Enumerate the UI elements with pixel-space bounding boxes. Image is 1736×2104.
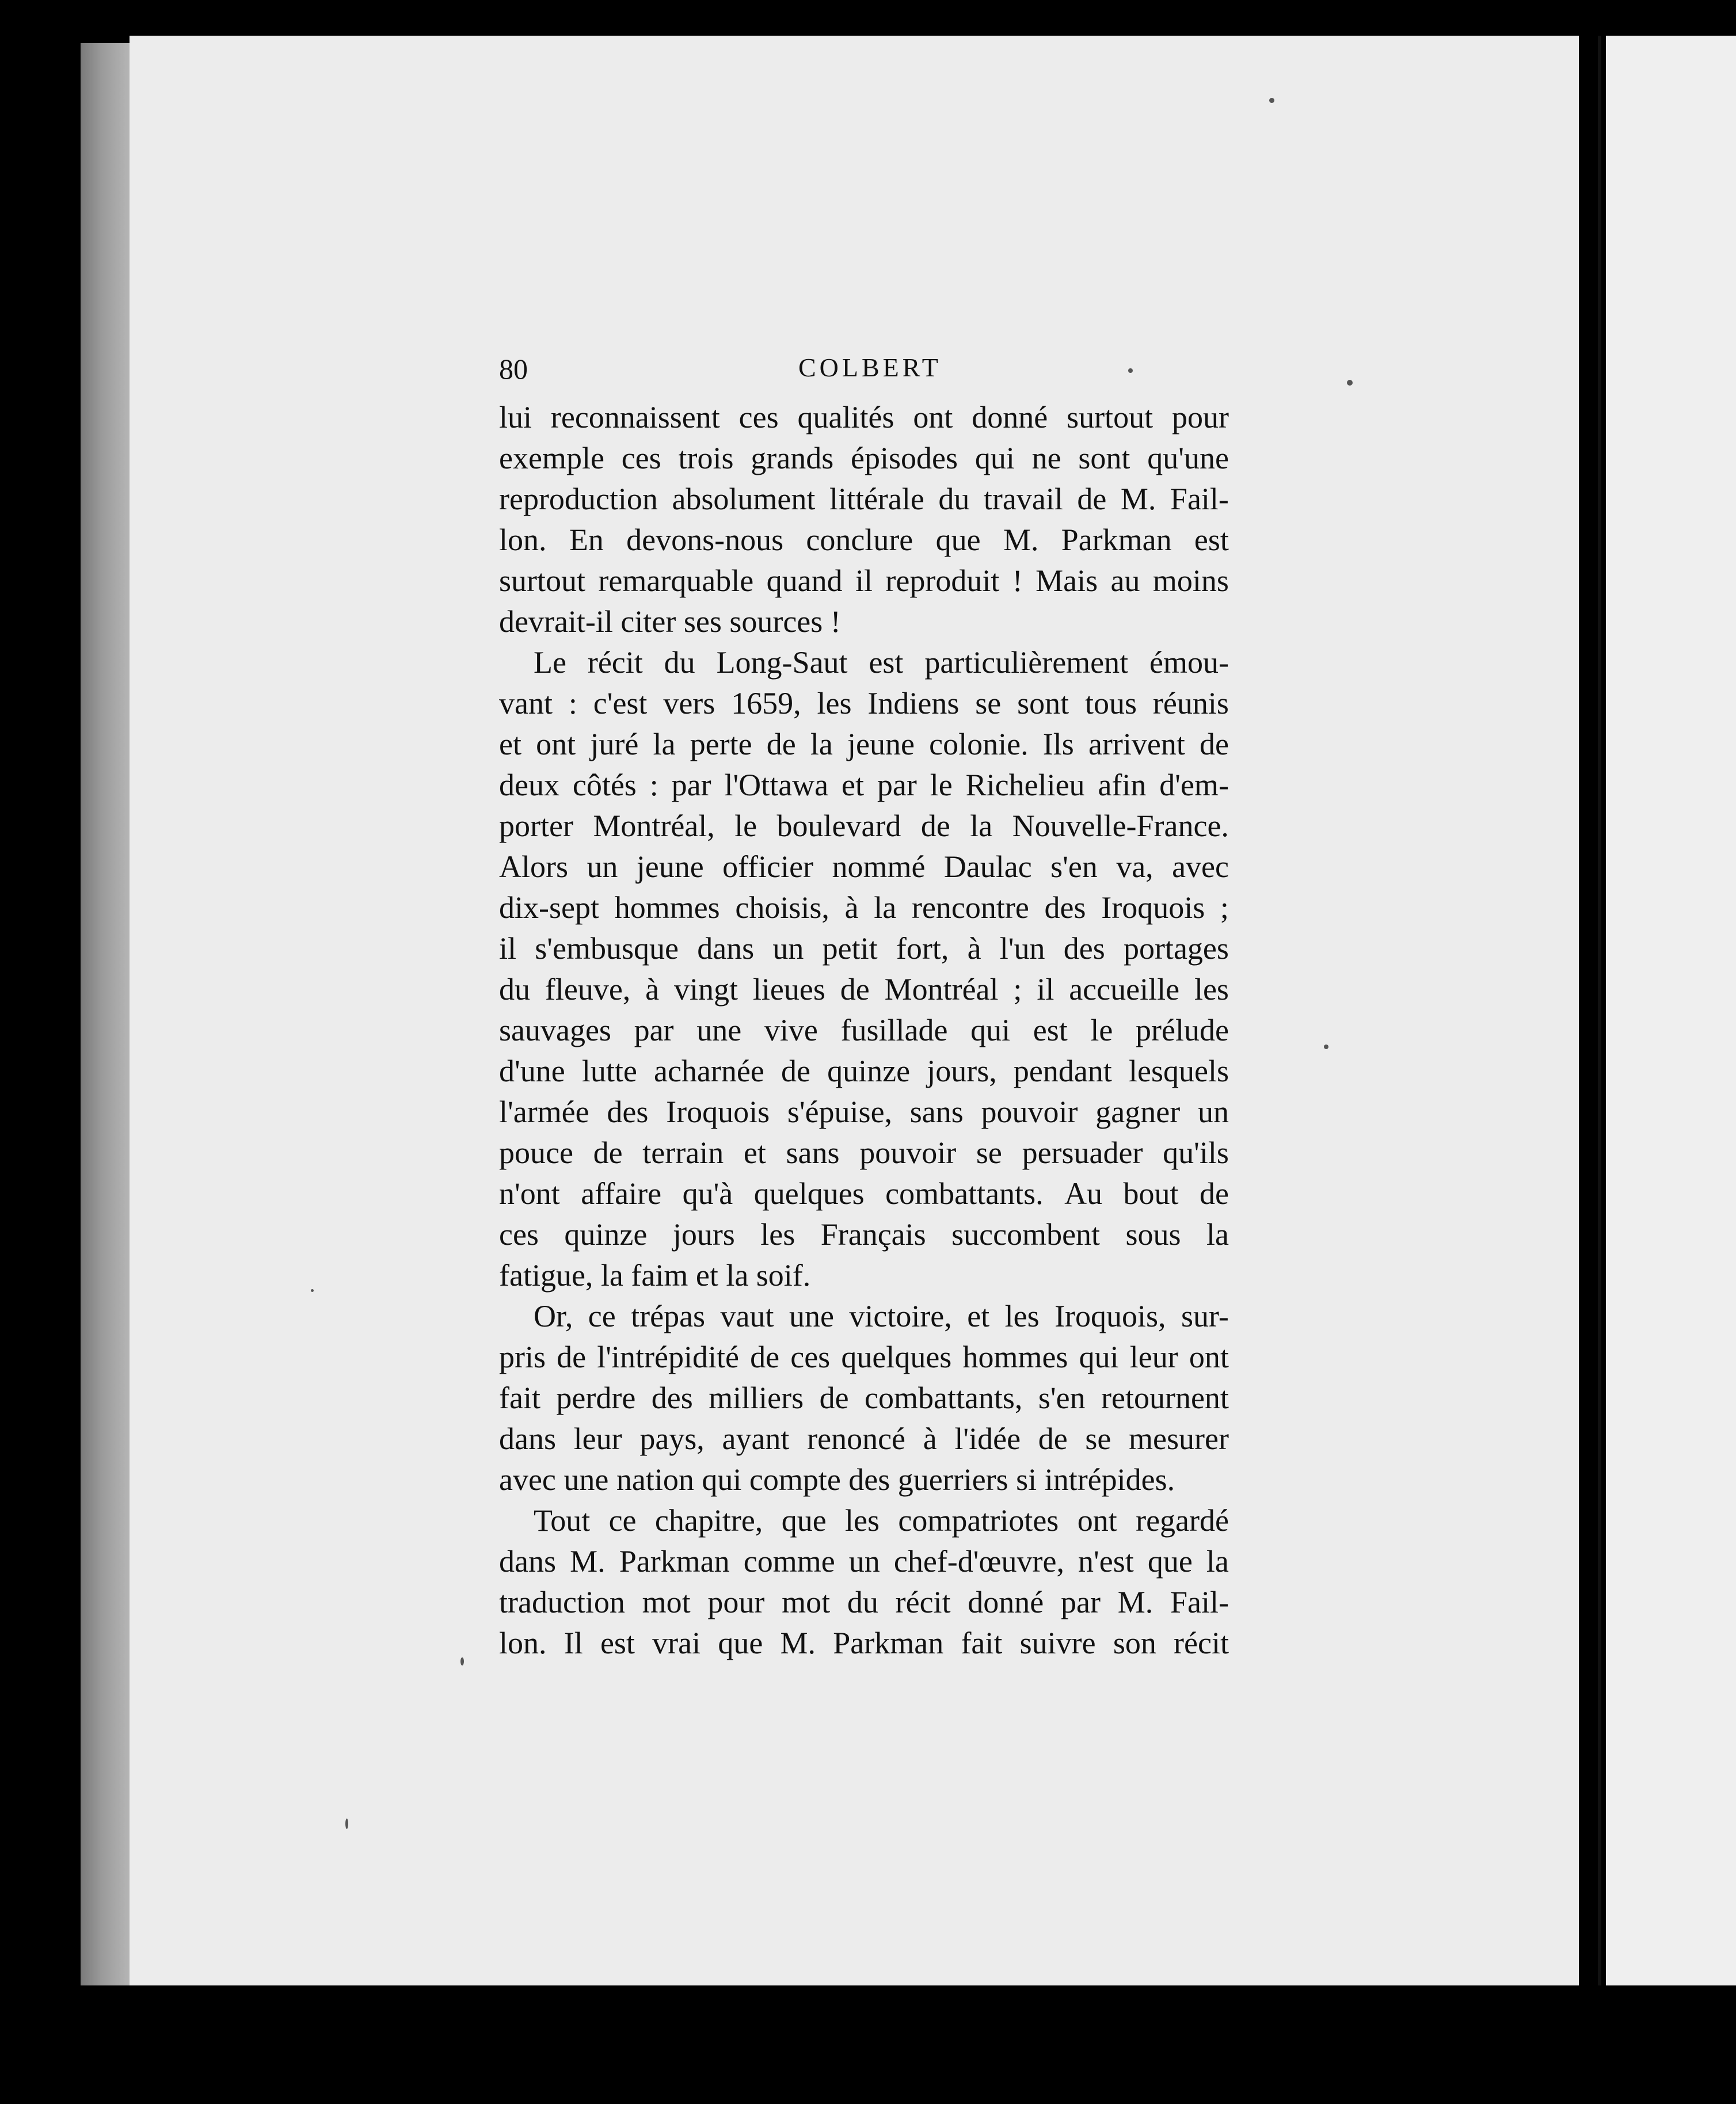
- text-line: Or, ce trépas vaut une victoire, et les Iroquois, sur-: [534, 1299, 1229, 1333]
- text-line: fait perdre des milliers de combattants, s'en retournent: [499, 1381, 1229, 1415]
- running-head: COLBERT: [798, 353, 942, 382]
- text-line: exemple ces trois grands épisodes qui ne sont qu'une: [499, 441, 1229, 475]
- text-line: fatigue, la faim et la soif.: [499, 1258, 811, 1293]
- paragraph: [499, 1500, 1229, 1664]
- adjacent-page-edge: [1606, 36, 1736, 1985]
- scan-speck: [1269, 98, 1274, 103]
- text-line: n'ont affaire qu'à quelques combattants. Au bout de: [499, 1176, 1229, 1211]
- text-line: vant : c'est vers 1659, les Indiens se sont tous réunis: [499, 686, 1229, 721]
- text-line: lon. En devons-nous conclure que M. Parkman est: [499, 523, 1229, 557]
- text-line: l'armée des Iroquois s'épuise, sans pouvoir gagner un: [499, 1095, 1229, 1129]
- body-text: [499, 397, 1229, 1664]
- text-line: pouce de terrain et sans pouvoir se persuader qu'ils: [499, 1135, 1229, 1170]
- text-line: avec une nation qui compte des guerriers si intrépides.: [499, 1462, 1175, 1497]
- text-line: et ont juré la perte de la jeune colonie. Ils arrivent de: [499, 727, 1229, 761]
- scan-speck: [1324, 1045, 1328, 1049]
- scan-speck: [345, 1819, 348, 1829]
- text-line: dans leur pays, ayant renoncé à l'idée de se mesurer: [499, 1421, 1229, 1456]
- text-line: il s'embusque dans un petit fort, à l'un des portages: [499, 931, 1229, 966]
- scan-speck: [1128, 368, 1133, 373]
- scan-speck: [460, 1657, 464, 1665]
- text-line: sauvages par une vive fusillade qui est le prélude: [499, 1013, 1229, 1047]
- text-line: du fleuve, à vingt lieues de Montréal ; il accueille les: [499, 972, 1229, 1007]
- text-line: porter Montréal, le boulevard de la Nouvelle-France.: [499, 809, 1229, 843]
- paragraph: [499, 397, 1229, 642]
- page-gutter-divider: [1598, 36, 1601, 1985]
- text-line: devrait-il citer ses sources !: [499, 604, 841, 639]
- text-line: lon. Il est vrai que M. Parkman fait suivre son récit: [499, 1626, 1229, 1660]
- text-line: dans M. Parkman comme un chef-d'œuvre, n'est que la: [499, 1544, 1229, 1579]
- text-line: d'une lutte acharnée de quinze jours, pendant lesquels: [499, 1054, 1229, 1088]
- text-line: traduction mot pour mot du récit donné par M. Fail-: [499, 1585, 1229, 1619]
- page-number: 80: [499, 353, 528, 385]
- text-line: dix-sept hommes choisis, à la rencontre des Iroquois ;: [499, 890, 1229, 925]
- text-line: reproduction absolument littérale du travail de M. Fail-: [499, 482, 1229, 516]
- paragraph: [499, 642, 1229, 1296]
- text-line: deux côtés : par l'Ottawa et par le Richelieu afin d'em-: [499, 768, 1229, 802]
- scan-speck: [1347, 380, 1353, 386]
- paragraph: [499, 1296, 1229, 1500]
- text-line: lui reconnaissent ces qualités ont donné surtout pour: [499, 400, 1229, 434]
- page-header: [499, 352, 1229, 392]
- scan-speck: [311, 1289, 314, 1292]
- text-line: ces quinze jours les Français succombent sous la: [499, 1217, 1229, 1252]
- text-line: Alors un jeune officier nommé Daulac s'en va, avec: [499, 849, 1229, 884]
- page-spine-shadow: [81, 43, 132, 1985]
- text-line: Le récit du Long-Saut est particulièrement émou-: [534, 645, 1229, 680]
- text-line: surtout remarquable quand il reproduit ! Mais au moins: [499, 563, 1229, 598]
- text-line: Tout ce chapitre, que les compatriotes ont regardé: [534, 1503, 1229, 1538]
- text-line: pris de l'intrépidité de ces quelques hommes qui leur ont: [499, 1340, 1229, 1374]
